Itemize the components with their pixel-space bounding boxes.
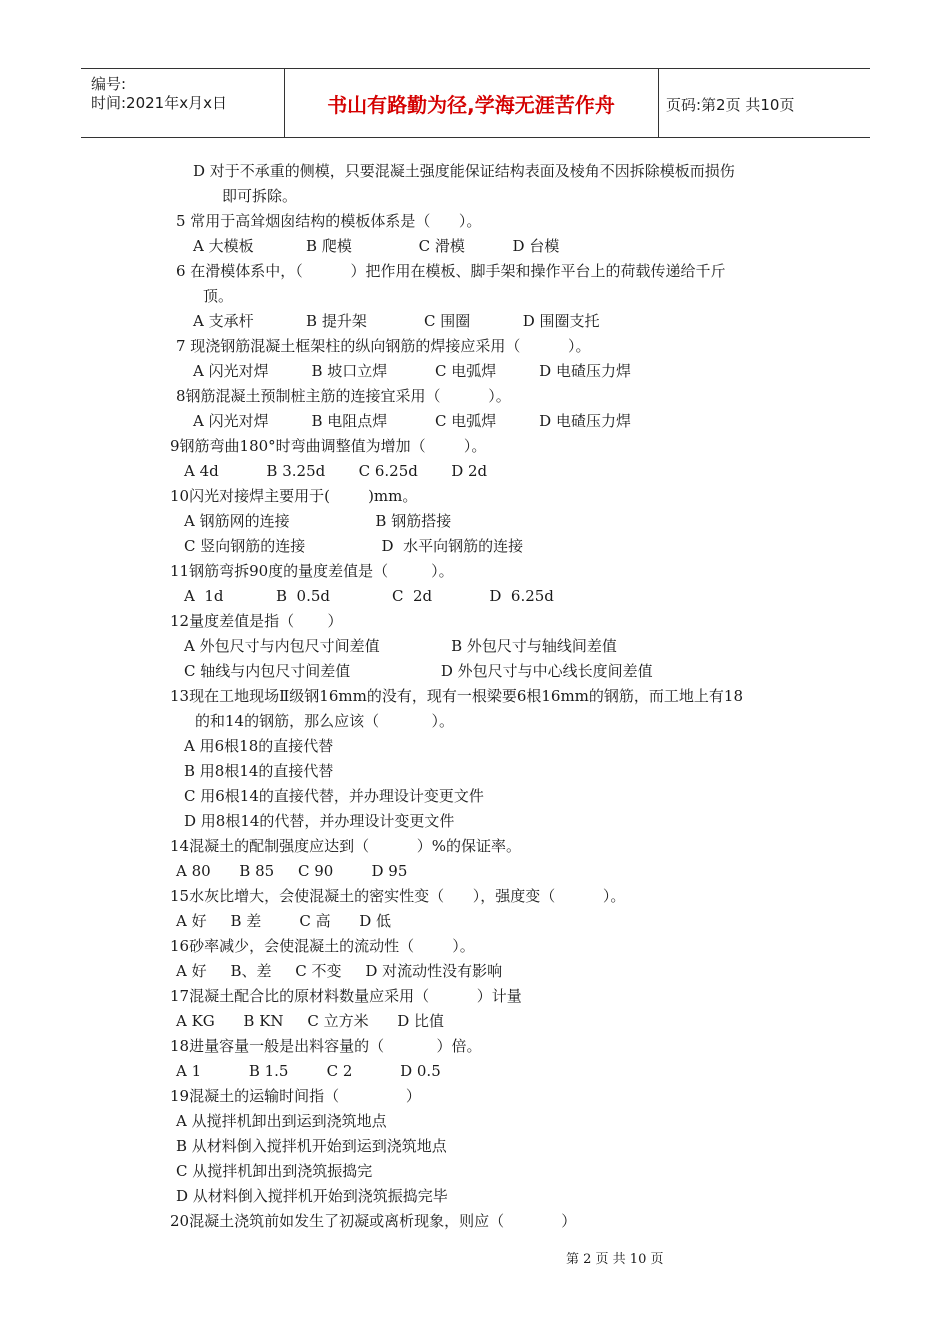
options-line: A 好 B、差 C 不变 D 对流动性没有影响 <box>176 962 503 980</box>
date-label: 时间:2021年x月x日 <box>91 94 227 112</box>
question-line: 10闪光对接焊主要用于( )mm。 <box>170 487 418 505</box>
question-line: 18进量容量一般是出料容量的（ ）倍。 <box>170 1037 482 1055</box>
question-line: 15水灰比增大，会使混凝土的密实性变（ ），强度变（ ）。 <box>170 887 626 905</box>
options-line: A 1 B 1.5 C 2 D 0.5 <box>176 1062 441 1080</box>
text-line: 顶。 <box>203 287 234 305</box>
options-line: A 钢筋网的连接 B 钢筋搭接 <box>184 512 452 530</box>
options-line: D 用8根14的代替，并办理设计变更文件 <box>184 812 455 830</box>
options-line: C 竖向钢筋的连接 D 水平向钢筋的连接 <box>184 537 524 555</box>
question-line: 16砂率减少，会使混凝土的流动性（ ）。 <box>170 937 475 955</box>
options-line: A 用6根18的直接代替 <box>184 737 334 755</box>
page-header <box>81 68 870 138</box>
options-line: A 1d B 0.5d C 2d D 6.25d <box>184 587 554 605</box>
header-divider <box>658 69 659 137</box>
number-label: 编号: <box>91 75 127 93</box>
question-line: 13现在工地现场Ⅱ级钢16mm的没有，现有一根梁要6根16mm的钢筋，而工地上有18 <box>170 687 743 705</box>
question-line: 20混凝土浇筑前如发生了初凝或离析现象，则应（ ） <box>170 1212 577 1230</box>
options-line: B 用8根14的直接代替 <box>184 762 334 780</box>
options-line: A 从搅拌机卸出到运到浇筑地点 <box>176 1112 387 1130</box>
text-line: 的和14的钢筋，那么应该（ ）。 <box>195 712 455 730</box>
question-line: 5 常用于高耸烟囱结构的模板体系是（ ）。 <box>176 212 482 230</box>
options-line: A KG B KN C 立方米 D 比值 <box>176 1012 445 1030</box>
question-line: 8钢筋混凝土预制桩主筋的连接宜采用（ ）。 <box>176 387 511 405</box>
options-line: A 闪光对焊 B 电阻点焊 C 电弧焊 D 电碴压力焊 <box>193 412 631 430</box>
options-line: B 从材料倒入搅拌机开始到运到浇筑地点 <box>176 1137 447 1155</box>
options-line: A 外包尺寸与内包尺寸间差值 B 外包尺寸与轴线间差值 <box>184 637 617 655</box>
options-line: A 80 B 85 C 90 D 95 <box>176 862 408 880</box>
options-line: C 从搅拌机卸出到浇筑振捣完 <box>176 1162 373 1180</box>
options-line: C 轴线与内包尺寸间差值 D 外包尺寸与中心线长度间差值 <box>184 662 653 680</box>
header-page-number: 页码:第2页 共10页 <box>666 96 795 114</box>
options-line: C 用6根14的直接代替，并办理设计变更文件 <box>184 787 484 805</box>
options-line: A 好 B 差 C 高 D 低 <box>176 912 392 930</box>
question-line: 7 现浇钢筋混凝土框架柱的纵向钢筋的焊接应采用（ ）。 <box>176 337 591 355</box>
options-line: A 大模板 B 爬模 C 滑模 D 台模 <box>193 237 560 255</box>
question-line: 19混凝土的运输时间指（ ） <box>170 1087 421 1105</box>
options-line: A 支承杆 B 提升架 C 围圈 D 围圈支托 <box>193 312 600 330</box>
question-line: 9钢筋弯曲180°时弯曲调整值为增加（ ）。 <box>170 437 487 455</box>
question-line: 14混凝土的配制强度应达到（ ）%的保证率。 <box>170 837 522 855</box>
header-motto: 书山有路勤为径,学海无涯苦作舟 <box>327 92 615 117</box>
question-line: 11钢筋弯拆90度的量度差值是（ ）。 <box>170 562 454 580</box>
text-line: D 对于不承重的侧模，只要混凝土强度能保证结构表面及棱角不因拆除模板而损伤 <box>193 162 735 180</box>
question-line: 6 在滑模体系中，（ ）把作用在模板、脚手架和操作平台上的荷载传递给千斤 <box>176 262 726 280</box>
options-line: A 闪光对焊 B 坡口立焊 C 电弧焊 D 电碴压力焊 <box>193 362 631 380</box>
question-line: 17混凝土配合比的原材料数量应采用（ ）计量 <box>170 987 522 1005</box>
options-line: D 从材料倒入搅拌机开始到浇筑振捣完毕 <box>176 1187 448 1205</box>
options-line: A 4d B 3.25d C 6.25d D 2d <box>184 462 488 480</box>
page-footer: 第 2 页 共 10 页 <box>566 1252 664 1267</box>
text-line: 即可拆除。 <box>222 187 298 205</box>
question-line: 12量度差值是指（ ） <box>170 612 343 630</box>
